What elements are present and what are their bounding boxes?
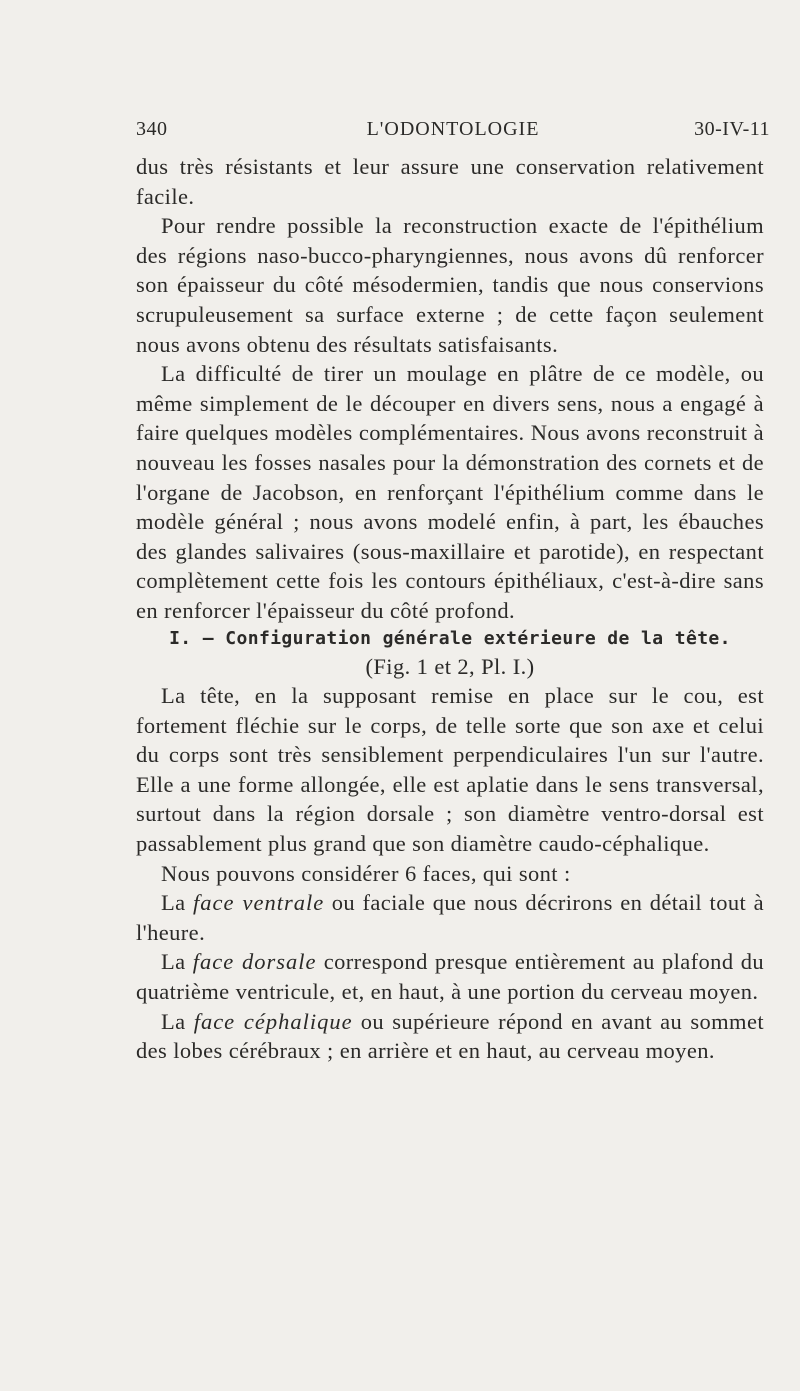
text-run: La <box>161 949 193 975</box>
text-run: ou supérieure répond en avant au sommet des lobes cérébraux ; en arrière et en haut, au cerveau moyen. <box>136 1008 764 1064</box>
term-face-cephalique: face céphalique <box>193 1008 353 1034</box>
page-number: 340 <box>136 118 168 140</box>
paragraph-models: La difficulté de tirer un moulage en plâtre de ce modèle, ou même simplement de le découper en divers sens, nous a engagé à faire quelques modèles complémentaires. Nous avons reconstruit à nouveau les fosses nasales pour la démonstration des cornets et de l'organe de Jacobson, en renforçant l'épithélium comme dans le modèle général ; nous avons modelé enfin, à part, les ébauches des glandes salivaires (sous-maxillaire et parotide), en respectant complètement cette fois les contours épithéliaux, c'est-à-dire sans en renforcer l'épaisseur du côté profond. <box>136 361 764 623</box>
text-run: ou faciale que nous décrirons en détail tout à l'heure. <box>136 890 764 945</box>
paragraph-epithelium: Pour rendre possible la reconstruction exacte de l'épithélium des régions naso-bucco-pharyngiennes, nous avons dû renforcer son épaisseur du côté mésodermien, tandis que nous conservions scrupuleusement sa surface externe ; de cette façon seulement nous avons obtenu des résultats satisfaisants. <box>136 213 764 357</box>
paragraph-head-shape: La tête, en la supposant remise en place sur le cou, est fortement fléchie sur le corps, de telle sorte que son axe et celui du corps sont très sensiblement perpendiculaires l'un sur l'autre. Elle a une forme allongée, elle est aplatie dans le sens transversal, surtout dans la région dorsale ; son diamètre ventro-dorsal est passablement plus grand que son diamètre caudo-céphalique. <box>136 683 764 857</box>
text-run: La <box>161 890 193 916</box>
paragraph-face-ventrale <box>136 888 764 947</box>
text-run: correspond presque entièrement au plafond du quatrième ventricule, et, en haut, à une portion du cerveau moyen. <box>136 949 764 1005</box>
term-face-ventrale: face ventrale <box>193 890 325 916</box>
paragraph-faces-intro: Nous pouvons considérer 6 faces, qui sont : <box>161 860 571 886</box>
paragraph-continuation: dus très résistants et leur assure une conservation relativement facile. <box>136 154 764 209</box>
paragraph-face-cephalique <box>136 1007 764 1066</box>
issue-date: 30-IV-11 <box>694 118 770 140</box>
term-face-dorsale: face dorsale <box>192 949 317 975</box>
section-heading: I. — Configuration générale extérieure de la tête. <box>169 627 731 649</box>
text-run: La <box>161 1008 194 1034</box>
page-body <box>136 152 764 1066</box>
figure-reference: (Fig. 1 et 2, Pl. I.) <box>365 653 535 679</box>
running-header <box>136 118 770 148</box>
paragraph-face-dorsale <box>136 947 764 1006</box>
running-title: L'ODONTOLOGIE <box>366 118 540 140</box>
